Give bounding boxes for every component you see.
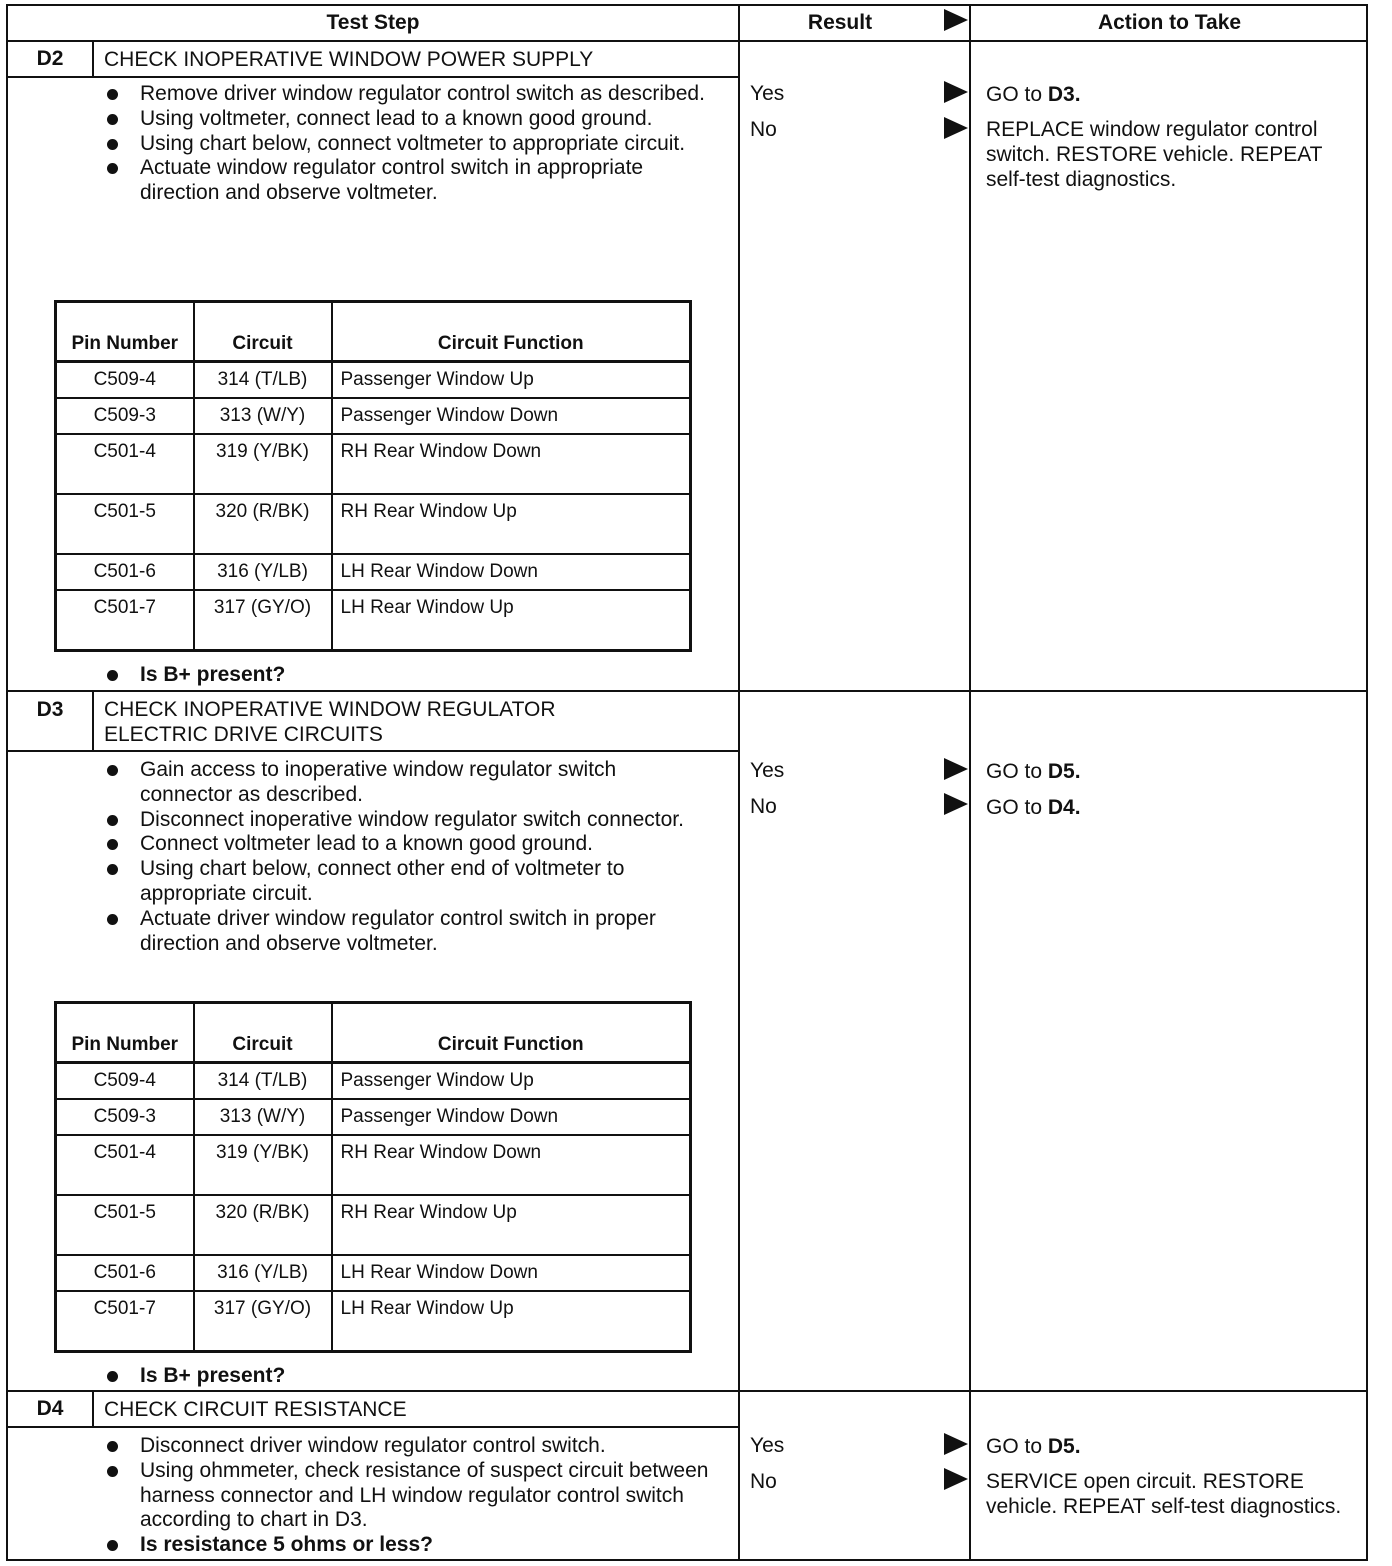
pin-cell: C509-3	[56, 398, 194, 434]
result-no-d2: No	[750, 118, 777, 141]
function-cell: RH Rear Window Up	[332, 1195, 691, 1255]
arrow-right-icon	[944, 793, 968, 815]
arrow-right-icon	[944, 758, 968, 780]
instruction-item: Disconnect driver window regulator control switch.	[104, 1434, 714, 1459]
result-no-d3: No	[750, 795, 777, 818]
column-divider-action	[969, 6, 971, 1559]
function-cell: LH Rear Window Up	[332, 1291, 691, 1351]
action-step-ref: D4.	[1047, 796, 1081, 819]
circuit-cell: 319 (Y/BK)	[194, 434, 332, 494]
circuit-cell: 317 (GY/O)	[194, 590, 332, 650]
table-row	[56, 398, 691, 434]
pin-circuit-table-d2	[54, 300, 692, 652]
action-no-d2: REPLACE window regulator control switch. RESTORE vehicle. REPEAT self-test diagnostics.	[986, 118, 1323, 191]
question-item: Is B+ present?	[104, 663, 714, 688]
pin-cell: C509-4	[56, 1063, 194, 1100]
circuit-cell: 313 (W/Y)	[194, 1099, 332, 1135]
step-title-d2: CHECK INOPERATIVE WINDOW POWER SUPPLY	[104, 47, 594, 71]
action-step-ref: D5.	[1047, 760, 1081, 783]
circuit-cell: 316 (Y/LB)	[194, 554, 332, 590]
pin-cell: C501-7	[56, 590, 194, 650]
pin-cell: C501-5	[56, 1195, 194, 1255]
step-instructions-d2	[104, 82, 714, 206]
instruction-item: Connect voltmeter lead to a known good ground.	[104, 832, 714, 857]
table-row	[56, 1195, 691, 1255]
table-row	[56, 1255, 691, 1291]
result-yes-d2: Yes	[750, 82, 785, 105]
function-cell: LH Rear Window Down	[332, 554, 691, 590]
function-cell: LH Rear Window Up	[332, 590, 691, 650]
table-row	[56, 1135, 691, 1195]
arrow-right-icon	[944, 9, 968, 31]
title-divider	[94, 76, 738, 78]
instruction-item: Gain access to inoperative window regulator switch connector as described.	[104, 758, 714, 808]
header-action: Action to Take	[1097, 11, 1242, 34]
action-no-d4: SERVICE open circuit. RESTORE vehicle. REPEAT self-test diagnostics.	[986, 1470, 1342, 1518]
instruction-item: Using chart below, connect voltmeter to appropriate circuit.	[104, 132, 714, 157]
action-yes-d2	[986, 82, 1366, 107]
function-cell: RH Rear Window Up	[332, 494, 691, 554]
pin-cell: C509-4	[56, 362, 194, 399]
table-row	[56, 1291, 691, 1351]
circuit-cell: 319 (Y/BK)	[194, 1135, 332, 1195]
col-circuit: Circuit	[194, 1003, 332, 1063]
pin-cell: C501-6	[56, 554, 194, 590]
action-no-d3	[986, 795, 1366, 820]
circuit-cell: 317 (GY/O)	[194, 1291, 332, 1351]
table-row	[56, 434, 691, 494]
circuit-cell: 313 (W/Y)	[194, 398, 332, 434]
col-circuit-function: Circuit Function	[332, 302, 691, 362]
table-row	[56, 362, 691, 399]
step-title-d4: CHECK CIRCUIT RESISTANCE	[104, 1397, 407, 1421]
instruction-item: Using chart below, connect other end of voltmeter to appropriate circuit.	[104, 857, 714, 907]
pin-cell: C501-7	[56, 1291, 194, 1351]
result-no-d4: No	[750, 1470, 777, 1493]
diagnostic-procedure-table	[6, 4, 1368, 1561]
col-circuit-function: Circuit Function	[332, 1003, 691, 1063]
question-item: Is resistance 5 ohms or less?	[104, 1533, 714, 1558]
action-text: GO to	[986, 796, 1043, 819]
function-cell: Passenger Window Up	[332, 362, 691, 399]
step-id-d2: D2	[36, 47, 64, 70]
action-step-ref: D3.	[1047, 83, 1081, 106]
question-item: Is B+ present?	[104, 1364, 714, 1389]
circuit-cell: 316 (Y/LB)	[194, 1255, 332, 1291]
circuit-cell: 314 (T/LB)	[194, 1063, 332, 1100]
table-row	[56, 554, 691, 590]
pin-cell: C501-5	[56, 494, 194, 554]
arrow-right-icon	[944, 117, 968, 139]
pin-cell: C501-6	[56, 1255, 194, 1291]
instruction-item: Actuate window regulator control switch in appropriate direction and observe voltmeter.	[104, 156, 714, 206]
result-yes-d4: Yes	[750, 1434, 785, 1457]
action-yes-d3	[986, 759, 1366, 784]
step-divider	[8, 690, 1368, 692]
table-row	[56, 494, 691, 554]
instruction-item: Disconnect inoperative window regulator switch connector.	[104, 808, 714, 833]
function-cell: RH Rear Window Down	[332, 434, 691, 494]
circuit-cell: 320 (R/BK)	[194, 494, 332, 554]
step-instructions-d4	[104, 1434, 714, 1558]
pin-circuit-table-d3	[54, 1001, 692, 1353]
action-text: GO to	[986, 83, 1043, 106]
arrow-right-icon	[944, 1433, 968, 1455]
header-test-step: Test Step	[326, 11, 420, 34]
step-question-d2	[104, 663, 714, 688]
pin-cell: C501-4	[56, 434, 194, 494]
table-row	[56, 590, 691, 650]
header-result: Result	[807, 11, 873, 34]
arrow-right-icon	[944, 81, 968, 103]
step-id-d4: D4	[36, 1397, 64, 1420]
circuit-cell: 314 (T/LB)	[194, 362, 332, 399]
function-cell: Passenger Window Down	[332, 1099, 691, 1135]
pin-cell: C501-4	[56, 1135, 194, 1195]
instruction-item: Using ohmmeter, check resistance of suspect circuit between harness connector and LH window regulator control switch according to chart in D3.	[104, 1459, 714, 1533]
function-cell: Passenger Window Up	[332, 1063, 691, 1100]
column-divider-result	[738, 6, 740, 1559]
col-pin-number: Pin Number	[56, 1003, 194, 1063]
title-divider	[94, 1426, 738, 1428]
step-instructions-d3	[104, 758, 714, 956]
step-id-d3: D3	[36, 698, 64, 721]
instruction-item: Remove driver window regulator control switch as described.	[104, 82, 714, 107]
circuit-cell: 320 (R/BK)	[194, 1195, 332, 1255]
action-text: GO to	[986, 760, 1043, 783]
function-cell: LH Rear Window Down	[332, 1255, 691, 1291]
instruction-item: Actuate driver window regulator control switch in proper direction and observe voltmeter.	[104, 907, 714, 957]
col-pin-number: Pin Number	[56, 302, 194, 362]
function-cell: Passenger Window Down	[332, 398, 691, 434]
action-text: GO to	[986, 1435, 1043, 1458]
table-row	[56, 1063, 691, 1100]
arrow-right-icon	[944, 1468, 968, 1490]
instruction-item: Using voltmeter, connect lead to a known good ground.	[104, 107, 714, 132]
pin-cell: C509-3	[56, 1099, 194, 1135]
action-step-ref: D5.	[1047, 1435, 1081, 1458]
result-yes-d3: Yes	[750, 759, 785, 782]
function-cell: RH Rear Window Down	[332, 1135, 691, 1195]
table-row	[56, 1099, 691, 1135]
title-divider	[94, 750, 738, 752]
step-question-d3	[104, 1364, 714, 1389]
action-yes-d4	[986, 1434, 1366, 1459]
col-circuit: Circuit	[194, 302, 332, 362]
step-title-d3: CHECK INOPERATIVE WINDOW REGULATOR ELECTRIC DRIVE CIRCUITS	[104, 698, 556, 746]
